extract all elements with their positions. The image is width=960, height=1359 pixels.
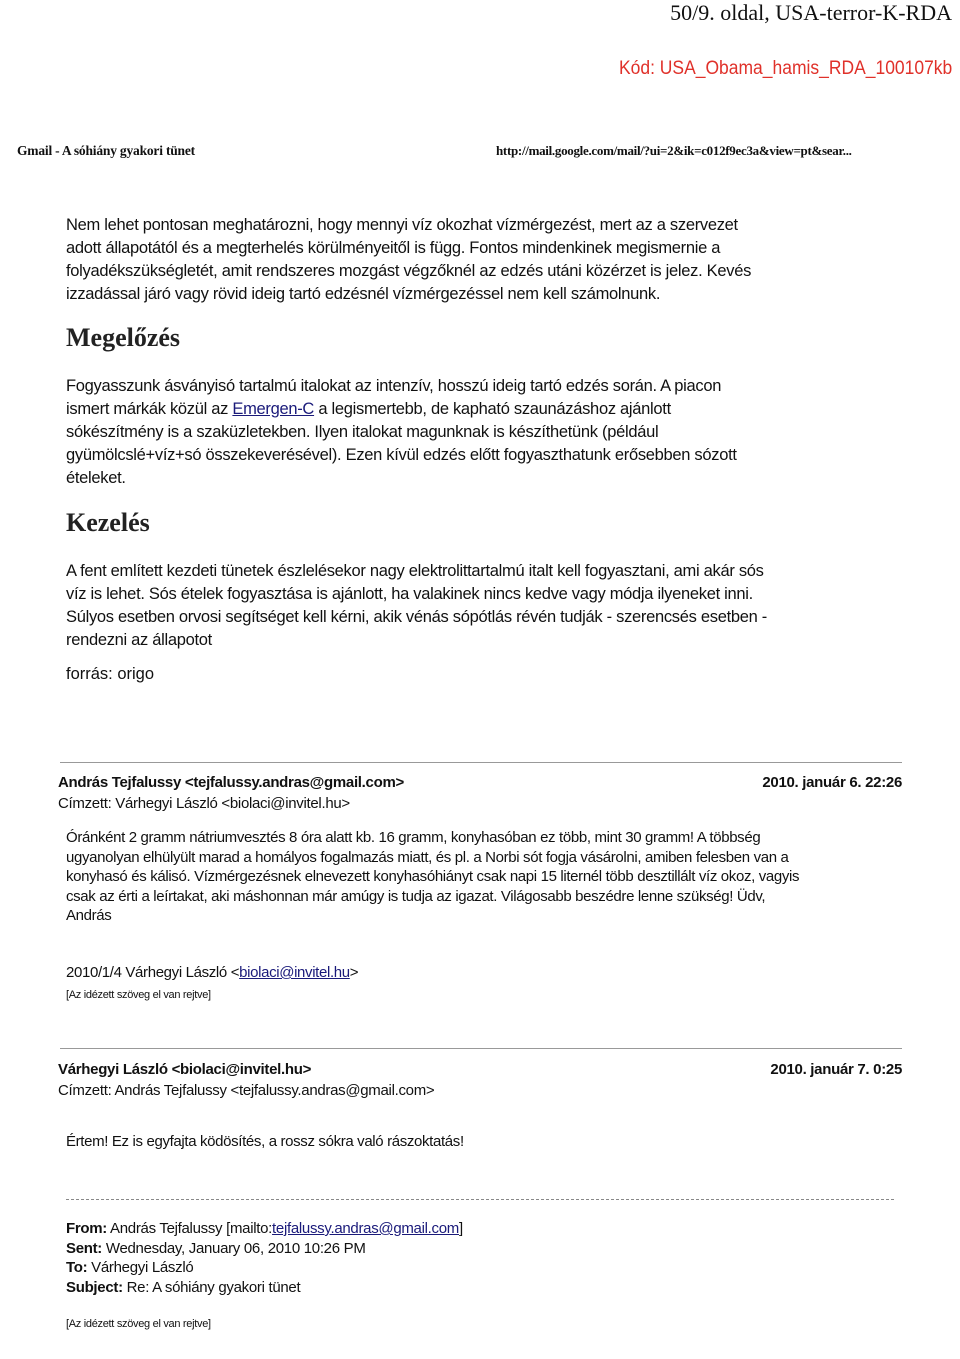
text-line: konyhasó és kálisó. Vízmérgezésnek elnevezett konyhasóhiányt csak napi 15 liternél több desztillált víz okoz, vagyis — [66, 868, 800, 885]
to-label: To: — [66, 1259, 88, 1276]
heading-prevention: Megelőzés — [66, 323, 181, 352]
message-1-hidden-quote[interactable]: [Az idézett szöveg el van rejtve] — [66, 989, 211, 1001]
text-segment: Re: A sóhiány gyakori tünet — [122, 1278, 301, 1296]
emergen-c-link[interactable]: Emergen-C — [232, 400, 315, 418]
article-paragraph-3 — [66, 560, 767, 652]
text-line: folyadékszükségletét, amit rendszeres mozgást végzőknél az edzés utáni közérzet is jelez. Kevés — [66, 262, 752, 280]
forwarded-hidden-quote[interactable]: [Az idézett szöveg el van rejtve] — [66, 1318, 211, 1330]
sent-label: Sent: — [66, 1239, 103, 1257]
message-1-body — [66, 828, 799, 926]
message-2-body: Értem! Ez is egyfajta ködösítés, a rossz sókra való rászoktatás! — [66, 1133, 464, 1150]
forwarded-sent-line — [66, 1239, 463, 1259]
message-2-sender: Várhegyi László <biolaci@invitel.hu> — [58, 1061, 312, 1078]
article-paragraph-1 — [66, 214, 751, 306]
message-divider — [60, 762, 902, 763]
message-2-date: 2010. január 7. 0:25 — [770, 1061, 902, 1078]
text-segment: a legismertebb, de kapható szaunázáshoz ajánlott — [314, 400, 671, 418]
text-line: Nem lehet pontosan meghatározni, hogy mennyi víz okozhat vízmérgezést, mert az a szervezet — [66, 216, 738, 234]
quoted-email-link[interactable]: biolaci@invitel.hu — [239, 964, 350, 981]
text-line: Óránként 2 gramm nátriumvesztés 8 óra alatt kb. 16 gramm, konyhasóban ez több, mint 30 gramm! A többség — [66, 829, 761, 846]
subject-label: Subject: — [66, 1278, 123, 1296]
message-1-recipient: Címzett: Várhegyi László <biolaci@invitel.hu> — [58, 795, 350, 812]
text-line: ugyanolyan elhülyült marad a homályos fogalmazás miatt, és pl. a Norbi sót fogja vásárolni, amiben felesben van a — [66, 848, 789, 866]
text-segment: Várhegyi László — [87, 1259, 194, 1276]
document-code: Kód: USA_Obama_hamis_RDA_100107kb — [618, 58, 952, 79]
forward-divider — [66, 1199, 894, 1200]
text-segment: 2010/1/4 Várhegyi László < — [66, 964, 240, 981]
text-line: csak az érti a leírtakat, aki máshonnan már amúgy is tudja az igazat. Világosabb beszédre lenne szükség! Üdv, — [66, 887, 766, 905]
message-1-quote-header — [66, 963, 358, 983]
text-line: izzadással járó vagy rövid ideig tartó edzésnél vízmérgezéssel nem kell számolnunk. — [66, 285, 661, 303]
text-segment: ] — [458, 1220, 463, 1237]
heading-treatment: Kezelés — [66, 508, 150, 537]
forwarded-to-line — [66, 1258, 463, 1278]
gmail-print-title: Gmail - A sóhiány gyakori tünet — [17, 143, 195, 158]
gmail-print-url: http://mail.google.com/mail/?ui=2&ik=c012f9ec3a&view=pt&sear... — [496, 143, 852, 158]
text-line: Súlyos esetben orvosi segítséget kell kérni, akik vénás sópótlás révén tudják - szerencsés esetben - — [66, 608, 767, 626]
article-paragraph-2 — [66, 375, 737, 490]
text-line: gyümölcslé+víz+só összekeverésével). Ezen kívül edzés előtt fogyaszthatunk erősebben sózott — [66, 446, 737, 464]
text-line: sókészítmény is a szaküzletekben. Ilyen italokat magunknak is készíthetünk (például — [66, 423, 659, 441]
text-line: András — [66, 907, 112, 924]
message-1-sender: András Tejfalussy <tejfalussy.andras@gmail.com> — [58, 774, 404, 791]
from-label: From: — [66, 1220, 107, 1237]
text-line — [66, 398, 737, 421]
forwarded-header — [66, 1219, 463, 1297]
text-line: Fogyasszunk ásványisó tartalmú italokat az intenzív, hosszú ideig tartó edzés során. A piacon — [66, 377, 722, 395]
text-segment: ismert márkák közül az — [66, 400, 233, 418]
text-segment: András Tejfalussy [mailto: — [107, 1220, 273, 1237]
forwarded-subject-line — [66, 1278, 463, 1298]
forwarded-email-link[interactable]: tejfalussy.andras@gmail.com — [272, 1220, 459, 1237]
message-2-recipient: Címzett: András Tejfalussy <tejfalussy.andras@gmail.com> — [58, 1082, 435, 1099]
text-segment: > — [349, 964, 359, 981]
text-line: adott állapotától és a megterhelés körülményeitől is függ. Fontos mindenkinek megismernie a — [66, 239, 721, 257]
text-line: A fent említett kezdeti tünetek észlelésekor nagy elektrolittartalmú italt kell fogyasztani, ami akár sós — [66, 562, 764, 580]
page-header: 50/9. oldal, USA-terror-K-RDA — [670, 0, 952, 25]
forwarded-from-line — [66, 1219, 463, 1239]
text-segment: Wednesday, January 06, 2010 10:26 PM — [102, 1239, 366, 1257]
text-line: víz is lehet. Sós ételek fogyasztása is ajánlott, ha valakinek nincs kedve vagy módja ilyeneket inni. — [66, 585, 753, 603]
text-line: ételeket. — [66, 469, 126, 487]
text-line: rendezni az állapotot — [66, 631, 212, 649]
article-source: forrás: origo — [66, 665, 155, 683]
message-divider — [60, 1048, 902, 1049]
message-1-date: 2010. január 6. 22:26 — [762, 774, 902, 791]
